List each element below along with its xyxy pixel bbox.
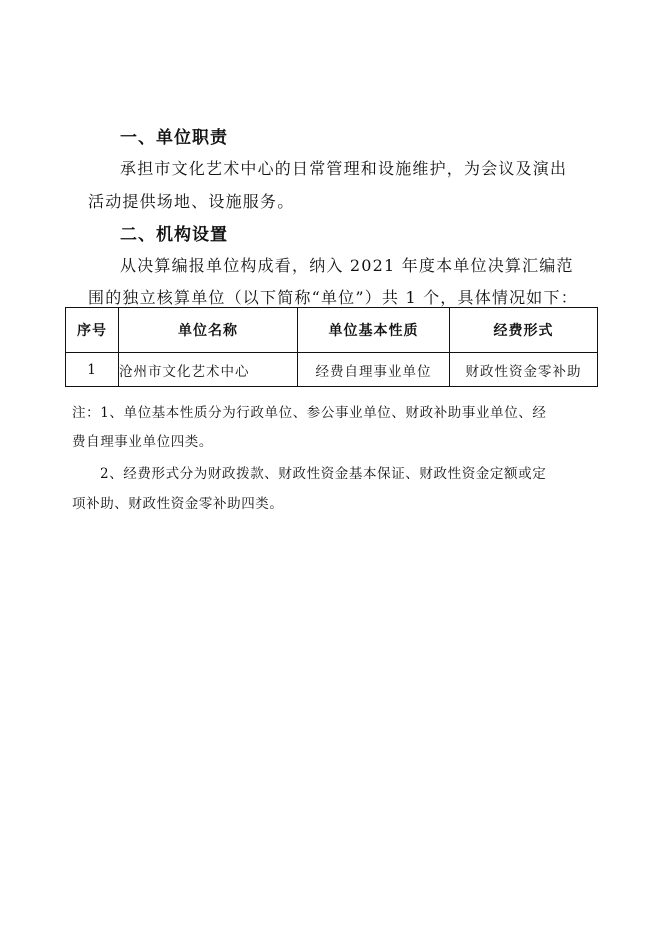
note-1-line-1: 注：1、单位基本性质分为行政单位、参公事业单位、财政补助事业单位、经 xyxy=(72,405,547,421)
note-2-line-1: 2、经费形式分为财政拨款、财政性资金基本保证、财政性资金定额或定 xyxy=(100,466,547,482)
unit-table xyxy=(65,307,598,387)
organization-paragraph-line-2: 围的独立核算单位（以下简称“单位”）共 1 个，具体情况如下： xyxy=(88,288,578,307)
duties-paragraph-line-2: 活动提供场地、设施服务。 xyxy=(88,192,295,211)
cell-unit-name: 沧州市文化艺术中心 xyxy=(119,353,298,387)
cell-unit-nature: 经费自理事业单位 xyxy=(298,353,450,387)
header-unit-name: 单位名称 xyxy=(119,308,298,353)
note-2-line-2: 项补助、财政性资金零补助四类。 xyxy=(72,496,284,512)
organization-paragraph-line-1: 从决算编报单位构成看，纳入 2021 年度本单位决算汇编范 xyxy=(120,256,574,275)
header-unit-nature: 单位基本性质 xyxy=(298,308,450,353)
duties-paragraph-line-1: 承担市文化艺术中心的日常管理和设施维护，为会议及演出 xyxy=(120,159,568,178)
note-1-line-2: 费自理事业单位四类。 xyxy=(72,434,213,450)
section-heading-organization: 二、机构设置 xyxy=(120,225,228,245)
header-index: 序号 xyxy=(66,308,119,353)
header-funding-form: 经费形式 xyxy=(450,308,598,353)
table-row xyxy=(66,353,598,387)
table-header-row xyxy=(66,308,598,353)
section-heading-duties: 一、单位职责 xyxy=(120,128,228,148)
cell-funding-form: 财政性资金零补助 xyxy=(450,353,598,387)
cell-index: 1 xyxy=(66,353,119,387)
